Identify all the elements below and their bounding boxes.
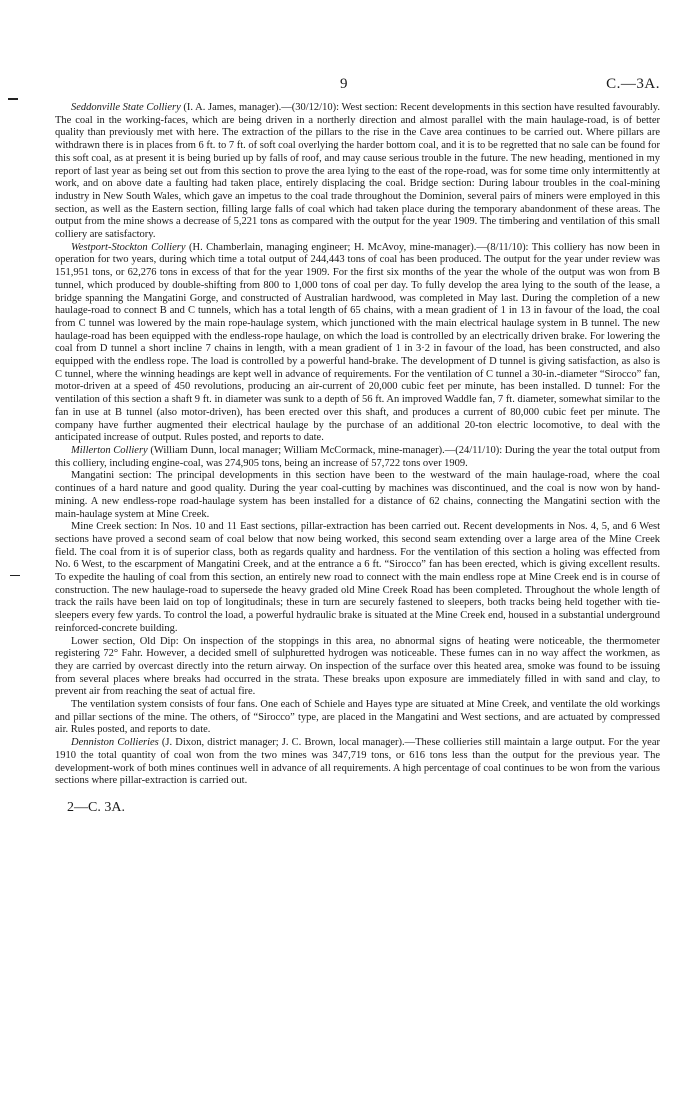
body-text (55, 102, 660, 788)
colliery-title: Seddonville State Colliery (71, 102, 181, 113)
paragraph-denniston (55, 737, 660, 788)
margin-mark (10, 575, 20, 576)
paragraph-mine-creek (55, 521, 660, 635)
footer-signature: 2—C. 3A. (67, 799, 125, 815)
paragraph-old-dip (55, 636, 660, 700)
paragraph-text: (William Dunn, local manager; William McCormack, mine-manager).—(24/11/10): During the year the total output from this colliery, including engine-coal, was 274,905 tons, being an increase of 57,722 tons over 1909. (55, 444, 660, 469)
margin-mark (8, 98, 18, 100)
paragraph-text: Mangatini section: The principal developments in this section have been to the westward of the main haulage-road, where the coal continues of a hard nature and good quality. During the year coal-cutting by machines was discontinued, and the coal is now won by hand-mining. A new endless-rope road-haulage system has been installed for a distance of 62 chains, connecting the Mangatini section with the main-haulage system at Mine Creek. (55, 470, 660, 520)
paragraph-westport-stockton (55, 242, 660, 445)
paragraph-text: (H. Chamberlain, managing engineer; H. McAvoy, mine-manager).—(8/11/10): This colliery has now been in operation for two years, during which time a total output of 244,443 tons of coal has been produced. The output for the year under review was 151,951 tons, or 62,276 tons in excess of that for the year 1909. For the first six months of the year the whole of the output was won from B tunnel, which produced by double-shifting from 800 to 1,000 tons of coal per day. To fully develop the area lying to the south of the lease, a bridge spanning the Mangatini Gorge, and constructed of Australian hardwood, was completed in May last. During the completion of a new haulage-road to connect B and C tunnels, which has a total length of 65 chains, with a mean gradient of 1 in 13 in favour of the load, the coal from C tunnel was lowered by the main rope-haulage system, which junctioned with the main electrical haulage system in B tunnel. The new haulage-road has been equipped with the endless-rope haulage, on which the load is controlled by an electrically driven brake. For lowering the coal from D tunnel a short incline 7 chains in length, with a mean gradient of 1 in 3·2 in favour of the load, has been constructed, and also equipped with the endless rope. The load is controlled by a powerful hand-brake. The development of D tunnel is giving satisfaction, as also is C tunnel, where the winning headings are kept well in advance of requirements. For the ventilation of C tunnel a 30-in.-diameter “Sirocco” fan, motor-driven at a speed of 450 revolutions, producing an air-current of 20,000 cubic feet per minute, has been installed. D tunnel: For the ventilation of this section a shaft 9 ft. in diameter was sunk to a depth of 56 ft. An improved Waddle fan, 7 ft. diameter, somewhat similar to the fan in use at B tunnel (also motor-driven), has been erected over this shaft, and produces a current of 80,000 cubic feet per minute. The company have further augmented their electrical haulage by the purchase of an additional 20-ton electric locomotive, to deal with the anticipated increase of output. Rules posted, and reports to date. (55, 241, 660, 444)
page-header (55, 78, 660, 102)
colliery-title: Westport-Stockton Colliery (71, 241, 186, 253)
paragraph-text: Mine Creek section: In Nos. 10 and 11 East sections, pillar-extraction has been carried out. Recent developments in Nos. 4, 5, and 6 West sections have proved a second seam of coal below that now being worked, this second seam extending over a large area of the Mine Creek field. The coal from it is of superior class, both as regards quality and hardness. For the ventilation of this section a holing was effected from No. 6 West, to the escarpment of Mangatini Creek, and at the entrance a 6 ft. “Sirocco” fan has been erected, which is giving excellent results. To expedite the hauling of coal from this section, an entirely new road to connect with the main endless rope at Mine Creek end is in course of construction. The new haulage-road to supersede the heavy graded old Mine Creek Road has been completed. Throughout the whole length of track the rails have been laid on top of longitudinals; these in turn are securely fastened to sleepers, both tracks being held together with tie-sleepers every few yards. To control the load, a powerful hydraulic brake is situated at the Mine Creek end, housed in a substantial underground reinforced-concrete building. (55, 521, 660, 634)
paragraph-mangatini (55, 470, 660, 521)
paragraph-text: Lower section, Old Dip: On inspection of the stoppings in this area, no abnormal signs of heating were noticeable, the thermometer registering 72° Fahr. However, a decided smell of sulphuretted hydrogen was noticeable. These fumes can in no way affect the workmen, as they are carried by overcast directly into the return airway. On inspection of the surface over this heated area, smoke was found to be issuing from several places where breaks had occurred in the strata. These breaks upon exposure are immediately filled in with sand and clay, to prevent air from reaching the seat of actual fire. (55, 635, 660, 698)
paragraph-millerton (55, 445, 660, 470)
colliery-title: Millerton Colliery (71, 444, 148, 456)
paragraph-ventilation (55, 699, 660, 737)
colliery-title: Denniston Collieries (71, 737, 159, 749)
paragraph-text: (J. Dixon, district manager; J. C. Brown, local manager).—These collieries still maintain a large output. For the year 1910 the total quantity of coal won from the two mines was 347,719 tons, or 616 tons less than the output for the previous year. The development-work of both mines continues well in advance of all requirements. A high percentage of coal continues to be won from the various sections where pillar-extraction is carried out. (55, 737, 660, 787)
paragraph-text: The ventilation system consists of four fans. One each of Schiele and Hayes type are situated at Mine Creek, and ventilate the old workings and pillar sections of the mine. The others, of “Sirocco” type, are placed in the Mangatini and West sections, and are actuated by compressed air. Rules posted, and reports to date. (55, 699, 660, 736)
document-reference: C.—3A. (606, 76, 660, 92)
page-number: 9 (340, 76, 348, 92)
paragraph-text: (I. A. James, manager).—(30/12/10): West section: Recent developments in this section have resulted favourably. The coal in the working-faces, which are being driven in a northerly direction and almost parallel with the main haulage-road, is of better quality than previously met with here. The extraction of the pillars to the rise in the Cave area continues to be carried out. Where pillars are withdrawn there is in places from 6 ft. to 7 ft. of soft coal overlying the harder bottom coal, and it is to be regretted that no sale can be found for this soft coal, as at present it is being buried up by falls of roof, and may cause serious trouble in the future. The new heading, mentioned in my report of last year as being set out from this section to prove the area lying to the east of the rope-road, was for some time only intermittently at work, and on above date a faulting had taken place, entirely displacing the coal. Bridge section: During labour troubles in the coal-mining industry in New South Wales, which gave an impetus to the coal trade throughout the Dominion, several pairs of miners were employed in this section, as well as the Eastern section, filling large falls of coal which had taken place during the temporary abandonment of these areas. The output from the mine shows a decrease of 5,221 tons as compared with the output for the year 1909. The timbering and ventilation of this small colliery are satisfactory. (55, 102, 661, 241)
paragraph-seddonville (55, 102, 660, 242)
